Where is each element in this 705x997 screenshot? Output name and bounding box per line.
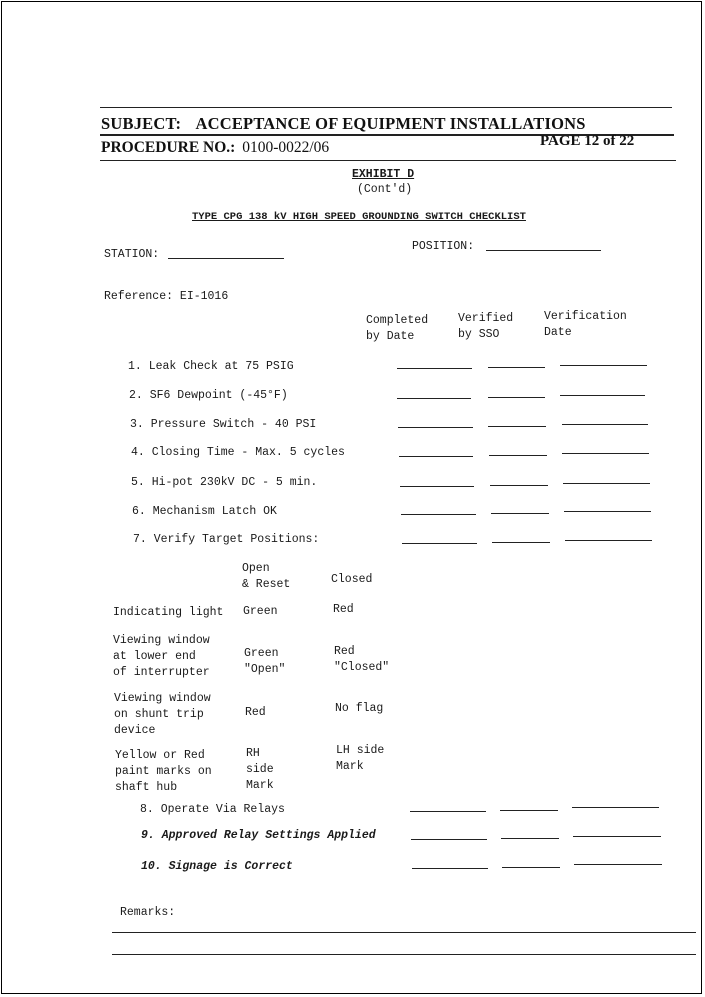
completed-blank[interactable] bbox=[411, 839, 487, 840]
checklist-item: 10. Signage is Correct bbox=[141, 860, 293, 873]
verified-blank[interactable] bbox=[492, 542, 550, 543]
col-completed-header: Completed by Date bbox=[366, 314, 429, 343]
target-row-label: Yellow or Red paint marks on shaft hub bbox=[115, 749, 212, 794]
completed-blank[interactable] bbox=[398, 427, 473, 428]
procedure-label: PROCEDURE NO.: bbox=[101, 139, 236, 156]
target-row-closed: Red bbox=[333, 603, 354, 616]
header-bottom-rule bbox=[100, 160, 676, 161]
reference: Reference: EI-1016 bbox=[104, 290, 229, 303]
completed-blank[interactable] bbox=[399, 456, 473, 457]
checklist-item: 4. Closing Time - Max. 5 cycles bbox=[131, 446, 345, 459]
subject-label: SUBJECT: bbox=[101, 114, 182, 133]
exhibit-cont: (Cont'd) bbox=[357, 183, 413, 196]
remarks-label: Remarks: bbox=[120, 906, 176, 919]
target-row-closed: Red "Closed" bbox=[334, 645, 390, 674]
verification-blank[interactable] bbox=[573, 836, 661, 837]
exhibit-title: EXHIBIT D bbox=[352, 168, 415, 181]
header-top-rule bbox=[100, 107, 672, 108]
completed-blank[interactable] bbox=[401, 514, 476, 515]
target-col-closed-header: Closed bbox=[331, 573, 373, 586]
verification-blank[interactable] bbox=[562, 424, 648, 425]
col-verification-header: Verification Date bbox=[544, 310, 627, 339]
target-row-open: RH side Mark bbox=[246, 747, 274, 792]
target-row-closed: No flag bbox=[335, 702, 384, 715]
verified-blank[interactable] bbox=[489, 455, 547, 456]
target-row-label: Indicating light bbox=[113, 606, 224, 619]
verified-blank[interactable] bbox=[488, 367, 545, 368]
verification-blank[interactable] bbox=[560, 365, 647, 366]
verified-blank[interactable] bbox=[501, 838, 559, 839]
target-col-open-header: Open & Reset bbox=[242, 562, 291, 591]
completed-blank[interactable] bbox=[412, 868, 488, 869]
target-row-label: Viewing window on shunt trip device bbox=[114, 692, 211, 737]
checklist-item: 2. SF6 Dewpoint (-45°F) bbox=[129, 389, 288, 402]
verified-blank[interactable] bbox=[502, 867, 560, 868]
procedure-number: 0100-0022/06 bbox=[242, 139, 330, 156]
verification-blank[interactable] bbox=[565, 540, 652, 541]
target-row-closed: LH side Mark bbox=[336, 744, 385, 773]
target-row-open: Green "Open" bbox=[244, 647, 286, 676]
remarks-line[interactable] bbox=[112, 932, 696, 933]
verification-blank[interactable] bbox=[574, 864, 662, 865]
target-row-label: Viewing window at lower end of interrupter bbox=[113, 634, 210, 679]
checklist-item: 3. Pressure Switch - 40 PSI bbox=[130, 418, 317, 431]
checklist-item: 6. Mechanism Latch OK bbox=[132, 505, 277, 518]
verification-blank[interactable] bbox=[563, 483, 650, 484]
verification-blank[interactable] bbox=[560, 395, 645, 396]
completed-blank[interactable] bbox=[397, 368, 472, 369]
completed-blank[interactable] bbox=[402, 543, 477, 544]
col-verified-header: Verified by SSO bbox=[458, 312, 514, 341]
checklist-item: 7. Verify Target Positions: bbox=[133, 533, 320, 546]
page-number: PAGE 12 of 22 bbox=[540, 133, 635, 149]
procedure-line bbox=[101, 139, 329, 157]
subject-line bbox=[101, 114, 586, 134]
verified-blank[interactable] bbox=[500, 810, 558, 811]
completed-blank[interactable] bbox=[410, 811, 486, 812]
verification-blank[interactable] bbox=[572, 807, 659, 808]
verification-blank[interactable] bbox=[562, 453, 649, 454]
checklist-item: 5. Hi-pot 230kV DC - 5 min. bbox=[131, 476, 318, 489]
verified-blank[interactable] bbox=[491, 513, 549, 514]
checklist-item: 9. Approved Relay Settings Applied bbox=[141, 829, 376, 842]
subject-text: ACCEPTANCE OF EQUIPMENT INSTALLATIONS bbox=[195, 114, 586, 133]
target-row-open: Green bbox=[243, 605, 278, 618]
station-label: STATION: bbox=[104, 248, 160, 261]
target-row-open: Red bbox=[245, 706, 266, 719]
verification-blank[interactable] bbox=[564, 511, 651, 512]
station-blank[interactable] bbox=[168, 258, 284, 259]
position-label: POSITION: bbox=[412, 240, 475, 253]
remarks-line[interactable] bbox=[112, 954, 696, 955]
completed-blank[interactable] bbox=[400, 486, 474, 487]
position-blank[interactable] bbox=[486, 250, 601, 251]
verified-blank[interactable] bbox=[488, 397, 545, 398]
checklist-item: 1. Leak Check at 75 PSIG bbox=[128, 360, 294, 373]
checklist-item: 8. Operate Via Relays bbox=[140, 803, 285, 816]
verified-blank[interactable] bbox=[490, 485, 548, 486]
completed-blank[interactable] bbox=[397, 398, 471, 399]
checklist-title: TYPE CPG 138 kV HIGH SPEED GROUNDING SWITCH CHECKLIST bbox=[192, 211, 526, 223]
verified-blank[interactable] bbox=[488, 426, 546, 427]
